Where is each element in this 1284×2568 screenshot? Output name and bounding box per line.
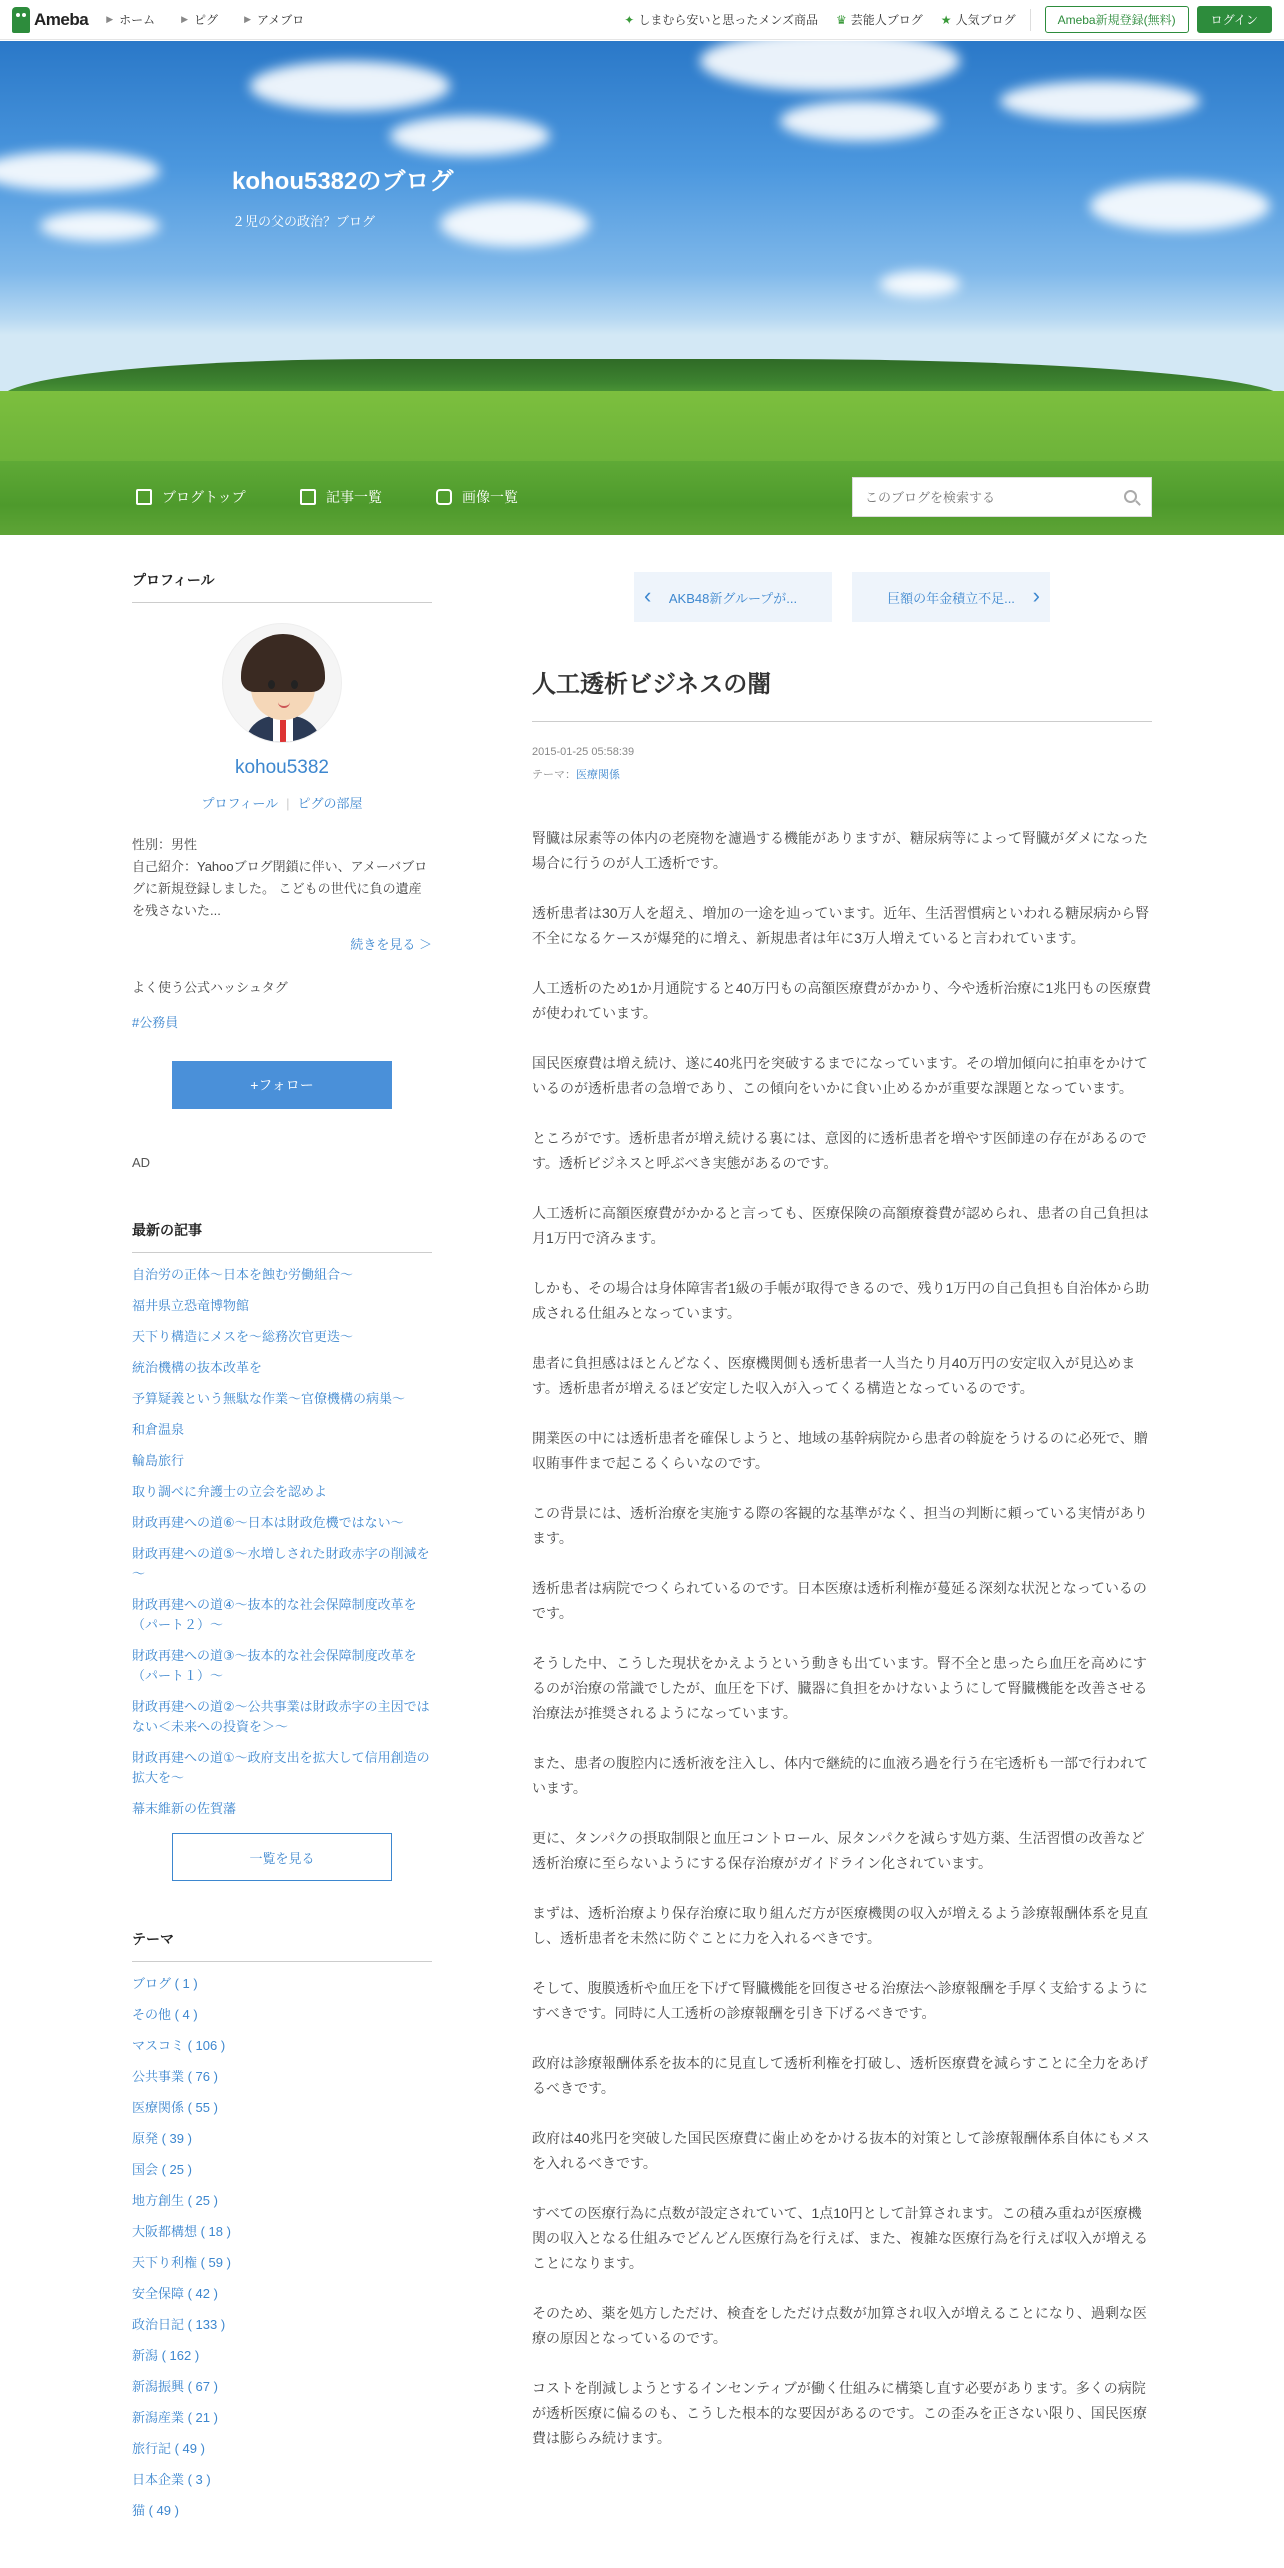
promo-label: しまむら安いと思ったメンズ商品 [638,13,819,27]
article-paragraph: そうした中、こうした現状をかえようという動きも出ています。腎不全と患ったら血圧を高めにするのが治療の常識でしたが、血圧を下げ、臓器に負担をかけないようにして腎臓機能を改善させる治療法が推奨されるようになっています。 [532,1655,1148,1721]
sidebar [132,570,432,2532]
profile-heading: プロフィール [132,570,432,603]
list-item[interactable]: 新潟産業 ( 21 ) [132,2410,218,2425]
chevron-right-icon: ▶ [106,14,114,24]
next-article-link[interactable] [852,572,1050,622]
blog-description: ２児の父の政治？ブログ [232,214,376,229]
nav-image-list-label: 画像一覧 [462,489,518,505]
article-paragraph: 国民医療費は増え続け、遂に40兆円を突破するまでになっています。その増加傾向に拍車をかけているのが透析患者の急増であり、この傾向をいかに食い止めるかが重要な課題となっています。 [532,1055,1148,1096]
article-date: 2015-01-25 05:58:39 [532,746,635,758]
list-item[interactable]: 新潟 ( 162 ) [132,2348,200,2363]
blog-search-input[interactable] [853,478,1103,516]
cloud-shape [700,41,960,91]
recent-articles [132,1220,432,1881]
list-item[interactable]: 国会 ( 25 ) [132,2162,192,2177]
global-nav [106,11,330,28]
recent-list [132,1265,432,1819]
blog-header-image [0,41,1284,461]
avatar-eye [268,680,275,689]
nav-pigg-link[interactable] [181,11,218,28]
list-item[interactable]: 財政再建への道⑥～日本は財政危機ではない～ [132,1515,404,1530]
avatar-hair [241,634,325,692]
promo-label: 芸能人ブログ [850,13,923,27]
avatar-tie [280,720,286,742]
list-item[interactable]: 予算疑義という無駄な作業～官僚機構の病巣～ [132,1391,406,1406]
article-paragraph: 透析患者は病院でつくられているのです。日本医療は透析利権が蔓延る深刻な状況となっているのです。 [532,1580,1147,1621]
camera-icon [436,489,452,505]
list-item[interactable]: 和倉温泉 [132,1422,185,1437]
list-item[interactable]: 財政再建への道②～公共事業は財政赤字の主因ではない＜未来への投資を＞～ [132,1699,430,1734]
list-item[interactable]: 財政再建への道⑤～水増しされた財政赤字の削減を～ [132,1546,430,1581]
header-right [606,6,1272,33]
article-paragraph: また、患者の腹腔内に透析液を注入し、体内で継続的に血液ろ過を行う在宅透析も一部で行われています。 [532,1755,1148,1796]
login-button[interactable]: ログイン [1197,6,1272,33]
list-item[interactable]: 猫 ( 49 ) [132,2503,179,2518]
chevron-right-icon: ▶ [244,14,251,24]
list-item[interactable]: 統治機構の抜本改革を [132,1360,263,1375]
profile-intro: 自己紹介：Yahooブログ閉鎖に伴い、アメーバブログに新規登録しました。 こどもの世代に負の遺産を残さないた... [132,859,428,918]
logo-text: Ameba [34,9,89,29]
theme-label: テーマ： [532,769,576,781]
nav-pigg-label: ピグ [194,13,219,27]
recent-heading: 最新の記事 [132,1220,432,1253]
promo-link-shimamura[interactable] [624,11,818,28]
hashtag-heading: よく使う公式ハッシュタグ [132,980,288,995]
list-item[interactable]: 財政再建への道④～抜本的な社会保障制度改革を（パート２）～ [132,1597,417,1632]
nav-article-list[interactable] [300,487,382,507]
list-item[interactable]: 財政再建への道③～抜本的な社会保障制度改革を（パート１）～ [132,1648,417,1683]
cloud-shape [0,151,160,191]
read-more-link[interactable]: 続きを見る ＞ [350,937,432,952]
article-paragraph: コストを削減しようとするインセンティブが働く仕組みに構築し直す必要があります。多くの病院が透析医療に偏るのも、こうした根本的な要因があるのです。この歪みを正さない限り、国民医療費は膨らみ続けます。 [532,2380,1147,2446]
article-paragraph: まずは、透析治療より保存治療に取り組んだ方が医療機関の収入が増えるよう診療報酬体系を見直し、透析患者を未然に防ぐことに力を入れるべきです。 [532,1905,1148,1946]
nav-ameblo-label: アメブロ [256,13,305,27]
hashtag-link[interactable]: #公務員 [132,1015,179,1030]
promo-label: 人気ブログ [955,13,1016,27]
list-item[interactable]: 新潟振興 ( 67 ) [132,2379,218,2394]
profile-link[interactable]: プロフィール [201,796,279,811]
article-paragraph: 患者に負担感はほとんどなく、医療機関側も透析患者一人当たり月40万円の安定収入が見込めます。透析患者が増えるほど安定した収入が入ってくる構造となっているのです。 [532,1355,1136,1396]
profile-links [132,793,432,812]
list-item[interactable]: 旅行記 ( 49 ) [132,2441,205,2456]
themes-heading: テーマ [132,1929,432,1962]
star-icon: ✦ [624,12,635,27]
cloud-shape [40,211,160,241]
article-body [532,826,1152,2451]
cloud-shape [390,116,550,156]
article-paragraph: 人工透析に高額医療費がかかると言っても、医療保険の高額療養費が認められ、患者の自己負担は月1万円で済みます。 [532,1205,1149,1246]
ad-label: AD [132,1155,151,1170]
search-icon[interactable] [1124,490,1137,503]
nav-blog-top[interactable] [136,487,246,507]
list-item[interactable]: 政治日記 ( 133 ) [132,2317,226,2332]
article-paragraph: 人工透析のため1か月通院すると40万円もの高額医療費がかかり、今や透析治療に1兆円もの医療費が使われています。 [532,980,1152,1021]
article-paragraph: 更に、タンパクの摂取制限と血圧コントロール、尿タンパクを減らす処方薬、生活習慣の改善など透析治療に至らないようにする保存治療がガイドライン化されています。 [532,1830,1145,1871]
crown-icon: ♛ [836,12,847,27]
article-paragraph: 政府は診療報酬体系を抜本的に見直して透析利権を打破し、透析医療費を減らすことに全力をあげるべきです。 [532,2055,1148,2096]
list-item[interactable]: 自治労の正体～日本を蝕む労働組合～ [132,1267,354,1282]
list-item[interactable]: 地方創生 ( 25 ) [132,2193,218,2208]
view-all-button[interactable]: 一覧を見る [172,1833,392,1881]
list-item[interactable]: 天下り利権 ( 59 ) [132,2255,231,2270]
chevron-right-icon: › [1032,583,1040,608]
nav-article-list-label: 記事一覧 [326,489,382,505]
article-paragraph: 政府は40兆円を突破した国民医療費に歯止めをかける抜本的対策として診療報酬体系自体にもメスを入れるべきです。 [532,2130,1150,2171]
grass-field [0,391,1284,461]
prev-article-link[interactable] [634,572,832,622]
cloud-shape [780,101,940,141]
list-item[interactable]: その他 ( 4 ) [132,2007,198,2022]
list-item[interactable]: ブログ ( 1 ) [132,1976,198,1991]
ameba-logo[interactable] [12,0,88,40]
chevron-left-icon: ‹ [644,583,652,608]
profile-gender: 性別：男性 [132,837,198,852]
list-item[interactable]: 福井県立恐竜博物館 [132,1298,250,1313]
article [532,572,1152,2476]
avatar-eye [291,680,298,689]
list-item[interactable]: 財政再建への道①～政府支出を拡大して信用創造の拡大を～ [132,1750,430,1785]
list-item[interactable]: 医療関係 ( 55 ) [132,2100,218,2115]
ameba-logo-icon [12,7,30,33]
article-paragraph: そのため、薬を処方しただけ、検査をしただけ点数が加算され収入が増えることになり、過剰な医療の原因となっているのです。 [532,2305,1147,2346]
list-item[interactable]: 幕末維新の佐賀藩 [132,1801,237,1816]
nav-image-list[interactable] [436,487,518,507]
article-paragraph: 透析患者は30万人を超え、増加の一途を辿っています。近年、生活習慣病といわれる糖尿病から腎不全になるケースが爆発的に増え、新規患者は年に3万人増えていると言われています。 [532,905,1150,946]
profile-text [132,834,432,922]
divider: | [286,796,290,811]
promo-link-celebrity[interactable] [836,11,923,28]
article-paragraph: そして、腹膜透析や血圧を下げて腎臓機能を回復させる治療法へ診療報酬を手厚く支給するようにすべきです。同時に人工透析の診療報酬を引き下げるべきです。 [532,1980,1148,2021]
follow-button[interactable]: +フォロー [172,1061,392,1109]
divider [1030,9,1031,31]
list-item[interactable]: 原発 ( 39 ) [132,2131,192,2146]
cloud-shape [880,271,960,297]
article-paragraph: しかも、その場合は身体障害者1級の手帳が取得できるので、残り1万円の自己負担も自治体から助成される仕組みとなっています。 [532,1280,1150,1321]
profile-name[interactable]: kohou5382 [234,757,330,778]
prev-article-label: AKB48新グループが... [668,590,798,606]
promo-link-popular[interactable] [941,11,1016,28]
article-paragraph: 開業医の中には透析患者を確保しようと、地域の基幹病院から患者の斡旋をうけるのに必死で、贈収賄事件まで起こるくらいなのです。 [532,1430,1148,1471]
list-item[interactable]: 天下り構造にメスを～総務次官更迭～ [132,1329,354,1344]
cloud-shape [250,61,450,111]
article-theme [532,766,1152,782]
blog-title[interactable]: kohou5382のブログ [232,168,454,195]
article-paragraph: ところがです。透析患者が増え続ける裏には、意図的に透析患者を増やす医師達の存在があるのです。透析ビジネスと呼ぶべき実態があるのです。 [532,1130,1147,1171]
list-item[interactable]: 取り調べに弁護士の立会を認めよ [132,1484,328,1499]
themes-list [132,1974,432,2521]
themes-section [132,1929,432,2521]
cloud-shape [440,201,590,247]
blog-search [852,477,1152,517]
list-item[interactable]: 大阪都構想 ( 18 ) [132,2224,231,2239]
article-paragraph: 腎臓は尿素等の体内の老廃物を濾過する機能がありますが、糖尿病等によって腎臓がダメになった場合に行うのが人工透析です。 [532,830,1148,871]
article-title: 人工透析ビジネスの闇 [532,664,1152,722]
nav-home-label: ホーム [119,13,156,27]
nav-home-link[interactable] [106,11,155,28]
nav-ameblo-link[interactable] [244,11,304,28]
nav-blog-top-label: ブログトップ [162,489,246,505]
list-item[interactable]: 日本企業 ( 3 ) [132,2472,211,2487]
star-icon: ★ [940,12,952,27]
next-article-label: 巨額の年金積立不足... [887,590,1015,606]
global-header [0,0,1284,40]
blog-navbar [0,461,1284,535]
copy-icon [300,489,316,505]
chevron-right-icon: ▶ [181,14,189,24]
pigg-room-link[interactable]: ピグの部屋 [297,796,363,811]
register-button[interactable]: Ameba新規登録(無料) [1045,6,1189,33]
cloud-shape [1000,81,1200,121]
list-item[interactable]: 輪島旅行 [132,1453,185,1468]
article-paragraph: すべての医療行為に点数が設定されていて、1点10円として計算されます。この積み重ねが医療機関の収入となる仕組みでどんどん医療行為を行えば、また、複雑な医療行為を行えば収入が増えることになります。 [532,2205,1148,2271]
article-pager [532,572,1152,622]
cloud-shape [1090,181,1270,231]
list-item[interactable]: 安全保障 ( 42 ) [132,2286,218,2301]
list-item[interactable]: 公共事業 ( 76 ) [132,2069,218,2084]
article-paragraph: この背景には、透析治療を実施する際の客観的な基準がなく、担当の判断に頼っている実情があります。 [532,1505,1148,1546]
list-item[interactable]: マスコミ ( 106 ) [132,2038,226,2053]
avatar[interactable] [222,623,342,743]
document-icon [136,489,152,505]
theme-link[interactable]: 医療関係 [576,769,620,781]
